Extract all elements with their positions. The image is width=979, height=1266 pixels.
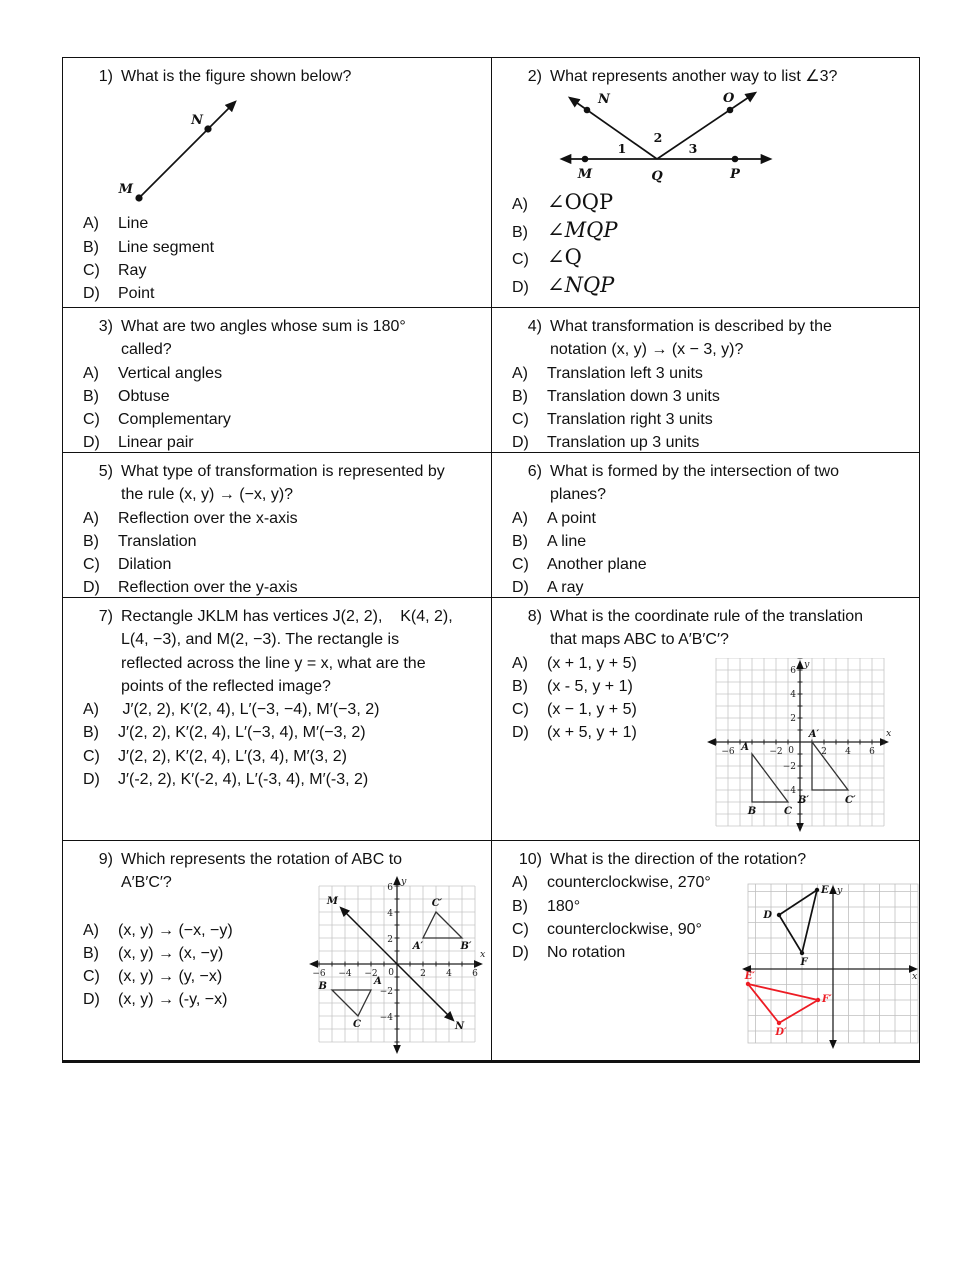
- option-c: C) Ray: [83, 261, 147, 279]
- question-text: What is formed by the intersection of two: [550, 463, 840, 480]
- question-number: 2): [527, 68, 542, 85]
- svg-text:C: C: [353, 1019, 361, 1030]
- option-c: C) J′(2, 2), K′(2, 4), L′(3, 4), M′(3, 2): [83, 747, 347, 765]
- label-N: N: [598, 92, 610, 108]
- question-text-line2: L(4, −3), and M(2, −3). The rectangle is: [121, 631, 400, 649]
- svg-text:B: B: [747, 806, 757, 817]
- q9-coordinate-graph: [305, 872, 487, 1058]
- label-N: N: [191, 113, 203, 129]
- label-Q: Q: [651, 169, 663, 185]
- question-text-line2: planes?: [550, 486, 607, 504]
- question-text-line2: that maps ABC to A′B′C′?: [550, 631, 729, 649]
- angle-1: 1: [617, 141, 627, 157]
- svg-text:6: 6: [472, 969, 478, 979]
- svg-text:2: 2: [420, 969, 426, 979]
- option-b: B) Obtuse: [83, 387, 170, 405]
- svg-text:E: E: [821, 885, 829, 896]
- options: [83, 362, 483, 452]
- option-d: D) (x + 5, y + 1): [512, 724, 637, 742]
- label-O: O: [723, 91, 735, 107]
- svg-text:B′: B′: [460, 941, 472, 952]
- point-M: [135, 195, 142, 202]
- svg-text:A′: A′: [808, 729, 820, 740]
- svg-text:A′: A′: [412, 941, 424, 952]
- svg-text:4: 4: [845, 747, 851, 757]
- option-a: A) Translation left 3 units: [512, 364, 703, 382]
- option-d: D) Point: [83, 285, 155, 303]
- svg-text:6: 6: [869, 747, 875, 757]
- question-table: [62, 57, 920, 1063]
- svg-text:C′: C′: [845, 795, 856, 806]
- option-d: D) ∠NQP: [512, 273, 615, 298]
- svg-text:6: 6: [387, 883, 393, 893]
- question-text-line2: the rule (x, y) → (−x, y)?: [121, 486, 294, 504]
- svg-text:−6: −6: [312, 969, 326, 979]
- svg-text:2: 2: [790, 714, 796, 724]
- svg-text:A: A: [741, 742, 749, 753]
- svg-text:F′: F′: [822, 994, 832, 1005]
- svg-text:x: x: [480, 949, 486, 960]
- option-d: D) J′(-2, 2), K′(-2, 4), L′(-3, 4), M′(-3, 2): [83, 771, 369, 789]
- angle-2: 2: [653, 130, 663, 146]
- q2-angle-figure: [550, 89, 782, 187]
- q1-ray-figure: [113, 92, 288, 210]
- option-d: D) Reflection over the y-axis: [83, 579, 298, 597]
- question-number: 9): [98, 851, 113, 868]
- option-a: A) Reflection over the x-axis: [83, 509, 298, 527]
- options: [512, 362, 911, 452]
- options: [512, 191, 911, 301]
- svg-text:D′: D′: [775, 1027, 787, 1038]
- option-b: B) A line: [512, 532, 587, 550]
- option-d: D) Linear pair: [83, 434, 194, 452]
- svg-text:0: 0: [388, 968, 394, 978]
- svg-text:y: y: [401, 876, 407, 887]
- svg-text:x: x: [912, 971, 918, 982]
- option-d: D) Translation up 3 units: [512, 434, 700, 452]
- question-text-line2: A′B′C′?: [121, 874, 172, 892]
- svg-text:y: y: [804, 659, 810, 670]
- option-b: B) J′(2, 2), K′(2, 4), L′(−3, 4), M′(−3, 2): [83, 724, 366, 742]
- svg-text:−6: −6: [721, 747, 735, 757]
- options: [512, 507, 911, 597]
- question-text: What is the coordinate rule of the translation: [550, 608, 864, 625]
- q10-coordinate-graph: [741, 883, 919, 1051]
- question-number: 8): [527, 608, 542, 625]
- option-a: A) counterclockwise, 270°: [512, 874, 711, 892]
- svg-text:N: N: [455, 1021, 465, 1032]
- option-d: D) (x, y) → (-y, −x): [83, 991, 228, 1009]
- svg-text:4: 4: [446, 969, 452, 979]
- svg-text:−4: −4: [782, 786, 796, 796]
- question-5-cell: [63, 452, 491, 597]
- triangle-DEF: [779, 890, 817, 953]
- svg-text:−4: −4: [379, 1013, 393, 1023]
- question-6-cell: [491, 452, 919, 597]
- option-c: C) counterclockwise, 90°: [512, 920, 702, 938]
- svg-text:0: 0: [788, 746, 794, 756]
- svg-text:−2: −2: [769, 747, 783, 757]
- question-text-line3: reflected across the line y = x, what are the: [121, 654, 426, 672]
- question-text: Rectangle JKLM has vertices J(2, 2), K(4, 2),: [121, 608, 453, 625]
- svg-text:−2: −2: [782, 762, 796, 772]
- svg-text:6: 6: [790, 666, 796, 676]
- question-text: Which represents the rotation of ABC to: [121, 851, 403, 868]
- question-text-line2: notation (x, y) → (x − 3, y)?: [550, 341, 744, 359]
- svg-text:B: B: [318, 981, 327, 992]
- svg-text:B′: B′: [797, 795, 809, 806]
- option-c: C) Dilation: [83, 556, 172, 574]
- angle-3: 3: [688, 141, 698, 157]
- question-2-cell: [491, 58, 919, 307]
- options: [83, 507, 483, 597]
- question-text: What is the figure shown below?: [121, 68, 352, 85]
- option-b: B) Translation: [83, 532, 197, 550]
- svg-text:D: D: [763, 910, 772, 921]
- option-c: C) Another plane: [512, 556, 647, 574]
- question-3-cell: [63, 307, 491, 452]
- question-text: What represents another way to list ∠3?: [550, 68, 838, 85]
- question-number: 4): [527, 318, 542, 335]
- option-b: B) (x, y) → (x, −y): [83, 944, 224, 962]
- svg-text:M: M: [326, 896, 338, 907]
- options: [83, 212, 483, 305]
- svg-text:A: A: [374, 976, 382, 987]
- option-c: C) (x − 1, y + 5): [512, 701, 637, 719]
- point-N: [204, 126, 211, 133]
- option-c: C) ∠Q: [512, 245, 582, 270]
- option-a: A) Line: [83, 215, 149, 233]
- question-text-line4: points of the reflected image?: [121, 677, 331, 695]
- option-a: A) (x + 1, y + 5): [512, 654, 637, 672]
- option-c: C) (x, y) → (y, −x): [83, 968, 223, 986]
- question-text: What is the direction of the rotation?: [550, 851, 807, 868]
- question-text: What type of transformation is represented by: [121, 463, 445, 480]
- option-a: A) J′(2, 2), K′(2, 4), L′(−3, −4), M′(−3, 2): [83, 701, 380, 719]
- svg-text:x: x: [886, 728, 891, 739]
- svg-text:F: F: [800, 957, 808, 968]
- option-a: A) ∠OQP: [512, 190, 614, 215]
- question-7-cell: [63, 597, 491, 840]
- question-1-cell: [63, 58, 491, 307]
- label-M: M: [577, 167, 593, 183]
- option-b: B) Translation down 3 units: [512, 387, 720, 405]
- triangle-D1E1F1: [748, 984, 818, 1023]
- point-O: [727, 107, 734, 114]
- question-8-cell: [491, 597, 919, 840]
- options: [83, 698, 483, 791]
- svg-text:4: 4: [790, 690, 796, 700]
- question-number: 5): [98, 463, 113, 480]
- svg-text:2: 2: [387, 935, 393, 945]
- option-b: B) Line segment: [83, 238, 215, 256]
- question-10-cell: [491, 840, 919, 1060]
- label-P: P: [730, 167, 740, 183]
- svg-text:C: C: [784, 806, 792, 817]
- option-d: D) No rotation: [512, 944, 626, 962]
- option-a: A) (x, y) → (−x, −y): [83, 921, 233, 939]
- option-a: A) Vertical angles: [83, 364, 223, 382]
- svg-text:C′: C′: [431, 898, 443, 909]
- svg-text:−2: −2: [364, 969, 378, 979]
- question-9-cell: [63, 840, 491, 1060]
- option-b: B) 180°: [512, 897, 581, 915]
- question-text: What are two angles whose sum is 180°: [121, 318, 406, 335]
- question-number: 1): [98, 68, 113, 85]
- svg-text:E′: E′: [744, 971, 755, 982]
- point-P: [732, 156, 739, 163]
- option-b: B) ∠MQP: [512, 217, 618, 242]
- question-text: What transformation is described by the: [550, 318, 832, 335]
- question-text-line2: called?: [121, 341, 172, 359]
- option-c: C) Translation right 3 units: [512, 411, 713, 429]
- q8-coordinate-graph: [705, 658, 891, 834]
- option-d: D) A ray: [512, 579, 584, 597]
- question-4-cell: [491, 307, 919, 452]
- question-number: 6): [527, 463, 542, 480]
- svg-text:2: 2: [821, 747, 827, 757]
- point-M: [582, 156, 589, 163]
- svg-text:y: y: [837, 885, 843, 896]
- svg-text:−2: −2: [379, 987, 393, 997]
- point-N: [584, 107, 591, 114]
- question-number: 7): [98, 608, 113, 625]
- question-number: 10): [518, 851, 542, 868]
- question-number: 3): [98, 318, 113, 335]
- label-M: M: [118, 182, 133, 198]
- option-b: B) (x - 5, y + 1): [512, 677, 633, 695]
- option-a: A) A point: [512, 509, 596, 527]
- svg-text:4: 4: [387, 909, 393, 919]
- option-c: C) Complementary: [83, 411, 231, 429]
- svg-text:−4: −4: [338, 969, 352, 979]
